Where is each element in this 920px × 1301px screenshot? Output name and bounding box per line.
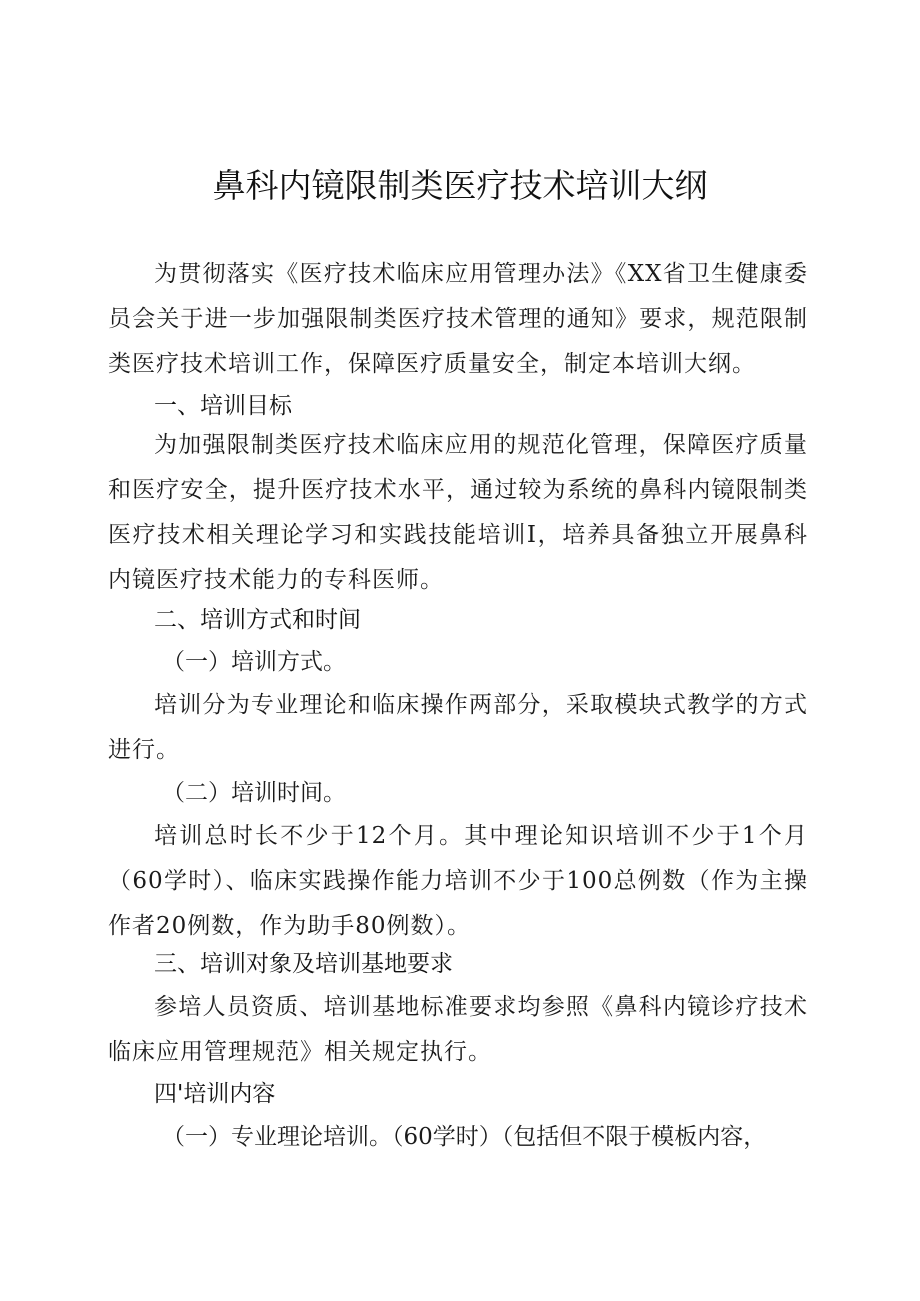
section-1-body: 为加强限制类医疗技术临床应用的规范化管理，保障医疗质量和医疗安全，提升医疗技术水平，通过较为系统的鼻科内镜限制类医疗技术相关理论学习和实践技能培训I，培养具备独立开展鼻科内镜医疗技术能力的专科医师。: [108, 432, 808, 593]
section-2-sub-2: （二）培训时间。: [162, 780, 346, 806]
section-2-sub-1: （一）培训方式。: [162, 649, 346, 675]
intro-paragraph: 为贯彻落实《医疗技术临床应用管理办法》《XX省卫生健康委员会关于进一步加强限制类医疗技术管理的通知》要求，规范限制类医疗技术培训工作，保障医疗质量安全，制定本培训大纲。: [108, 261, 808, 377]
section-3-heading: 三、培训对象及培训基地要求: [154, 951, 453, 977]
section-1-heading: 一、培训目标: [154, 393, 292, 419]
section-4-sub-1: （一）专业理论培训。（60学时）（包括但不限于模板内容，: [162, 1124, 767, 1150]
section-4-heading: 四'培训内容: [154, 1081, 276, 1107]
section-2-sub-2-body: 培训总时长不少于12个月。其中理论知识培训不少于1个月（60学时）、临床实践操作能力培训不少于100总例数（作为主操作者20例数，作为助手80例数）。: [108, 823, 808, 939]
document-title: 鼻科内镜限制类医疗技术培训大纲: [212, 166, 708, 205]
section-3-body: 参培人员资质、培训基地标准要求均参照《鼻科内镜诊疗技术临床应用管理规范》相关规定执行。: [108, 994, 808, 1065]
section-2-heading: 二、培训方式和时间: [154, 607, 361, 633]
section-2-sub-1-body: 培训分为专业理论和临床操作两部分，采取模块式教学的方式进行。: [108, 692, 808, 763]
